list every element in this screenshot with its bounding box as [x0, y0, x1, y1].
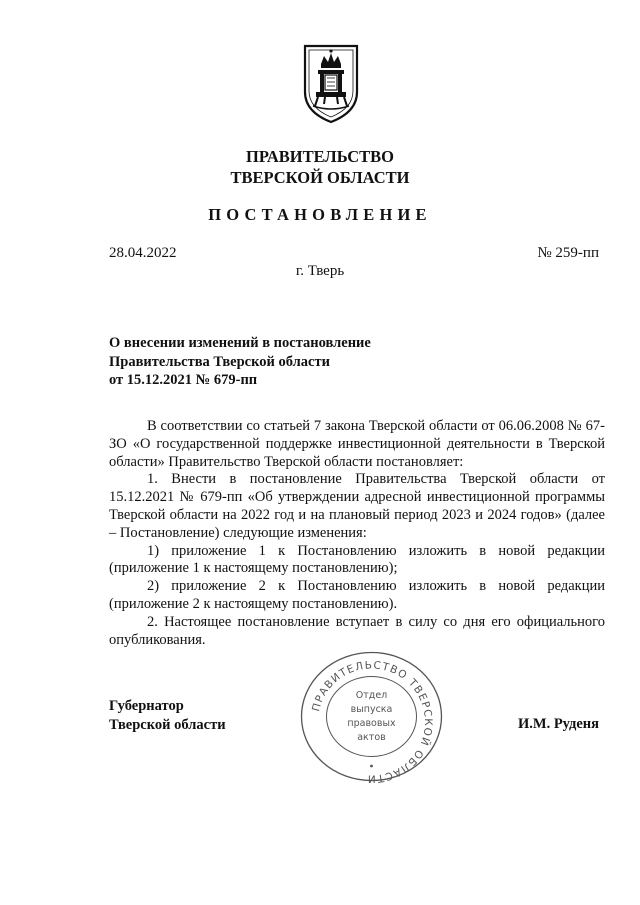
document-subject: [109, 334, 371, 390]
stamp-line4: актов: [357, 732, 386, 743]
stamp-line3: правовых: [347, 718, 396, 729]
body-paragraph-subitem1: 1) приложение 1 к Постановлению изложить в новой редакции (приложение 1 к настоящему постановлению);: [109, 542, 605, 577]
body-paragraph-item1: 1. Внести в постановление Правительства Тверской области от 15.12.2021 № 679-пп «Об утверждении адресной инвестиционной программы Тверской области на 2022 год и на плановый период 2023 и 2024 годов» (далее – Постановление) следующие изменения:: [109, 471, 605, 541]
coat-of-arms-icon: [299, 42, 363, 124]
government-title-line1: ПРАВИТЕЛЬСТВО: [246, 147, 394, 166]
signatory-name: И.М. Руденя: [517, 716, 599, 732]
body-paragraph-subitem2: 2) приложение 2 к Постановлению изложить в новой редакции (приложение 2 к настоящему постановлению).: [109, 578, 605, 612]
stamp-ring-text: ПРАВИТЕЛЬСТВО ТВЕРСКОЙ ОБЛАСТИ: [310, 659, 435, 783]
document-date: 28.04.2022: [109, 245, 177, 261]
stamp-star-icon: [370, 765, 373, 768]
government-title-line2: ТВЕРСКОЙ ОБЛАСТИ: [230, 168, 410, 187]
government-title: [0, 146, 640, 188]
signatory-position-line1: Губернатор: [109, 698, 184, 714]
subject-line2: Правительства Тверской области: [109, 353, 330, 370]
document-city: г. Тверь: [295, 263, 345, 279]
subject-line1: О внесении изменений в постановление: [109, 335, 371, 351]
body-paragraph-preamble: В соответствии со статьей 7 закона Тверской области от 06.06.2008 № 67-ЗО «О государственной поддержке инвестиционной деятельности в Тверской области» Правительство Тверской области постановляет:: [109, 418, 605, 470]
document-body: [109, 418, 605, 649]
official-stamp: [299, 650, 444, 783]
signatory-position: [109, 697, 226, 735]
stamp-line1: Отдел: [355, 690, 388, 701]
signatory-position-line2: Тверской области: [109, 717, 226, 733]
body-paragraph-item2: 2. Настоящее постановление вступает в силу со дня его официального опубликования.: [109, 613, 605, 648]
document-type: ПОСТАНОВЛЕНИЕ: [208, 205, 432, 224]
subject-line3: от 15.12.2021 № 679-пп: [109, 372, 258, 388]
stamp-line2: выпуска: [350, 704, 393, 715]
document-number: № 259-пп: [537, 245, 599, 261]
